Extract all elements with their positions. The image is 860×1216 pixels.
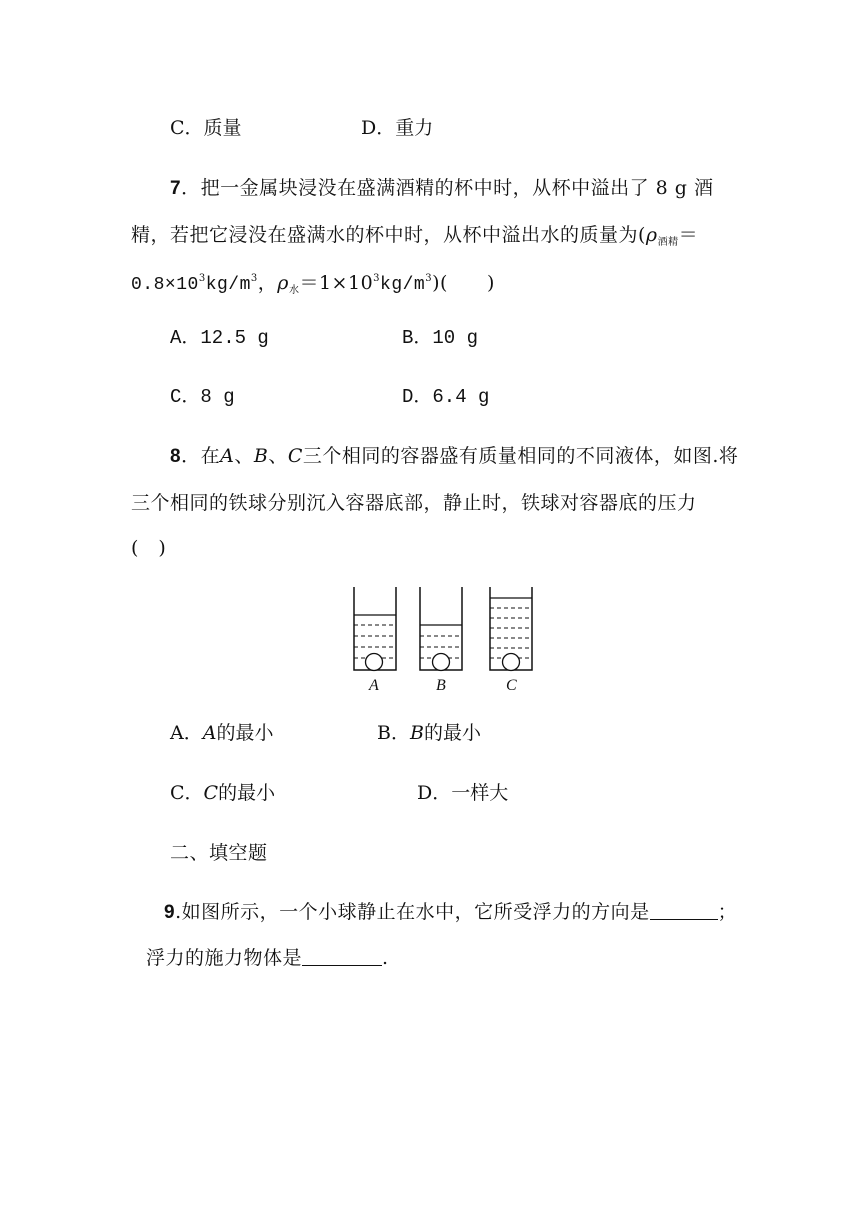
answer-blank[interactable] — [302, 947, 382, 966]
unit: kg/m — [205, 275, 251, 295]
equals: ＝ — [678, 224, 699, 246]
q7-line-3 — [131, 267, 495, 303]
comma: ， — [257, 272, 278, 294]
question-number: 8 — [170, 446, 182, 467]
rho-symbol: ρ — [645, 224, 658, 246]
q9-text-2: 浮力的施力物体是 — [146, 947, 303, 969]
q6-option-d: D．重力 — [361, 117, 434, 139]
container-a — [354, 587, 396, 671]
q7-option-a: A．12.5 g — [170, 327, 269, 349]
rho-symbol: ρ — [277, 272, 289, 294]
q8-line-2: 三个相同的铁球分别沉入容器底部，静止时，铁球对容器底的压力 — [131, 492, 697, 514]
subscript-water: 水 — [288, 285, 300, 296]
separator: 、 — [234, 445, 254, 467]
option-prefix: A． — [170, 722, 203, 744]
option-var: C — [203, 782, 219, 804]
q8-option-d: D．一样大 — [417, 782, 509, 804]
q8-text-pre: ．在 — [181, 445, 221, 467]
density-value-1: 0.8×10 — [131, 275, 199, 295]
figure-label-c: C — [506, 677, 517, 694]
question-number: 7 — [170, 178, 182, 199]
container-b — [420, 587, 462, 671]
q7-option-d: D．6.4 g — [402, 386, 490, 408]
answer-blank[interactable] — [650, 901, 718, 920]
q8-line-1 — [170, 444, 738, 469]
q8-text-post: 三个相同的容器盛有质量相同的不同液体，如图.将 — [302, 445, 739, 467]
q7-text-1: ．把一金属块浸没在盛满酒精的杯中时，从杯中溢出了 8 g 酒 — [181, 177, 714, 199]
label-a: A — [220, 445, 235, 467]
option-text: 的最小 — [216, 722, 274, 744]
q8-option-a — [170, 721, 273, 745]
section-title: 二、填空题 — [170, 842, 268, 864]
containers-figure — [340, 582, 550, 697]
q9-end-1: ； — [717, 901, 738, 923]
q6-option-c: C．质量 — [170, 117, 242, 139]
unit: kg/m — [380, 275, 426, 295]
q9-text-1: .如图所示，一个小球静止在水中，它所受浮力的方向是 — [175, 901, 650, 923]
q7-text-2: 精，若把它浸没在盛满水的杯中时，从杯中溢出水的质量为( — [131, 224, 646, 246]
option-var: B — [409, 722, 424, 744]
q7-line-1 — [170, 176, 713, 201]
q8-option-b — [377, 721, 481, 745]
option-prefix: B． — [377, 722, 410, 744]
q8-line-3: ( ) — [131, 537, 167, 559]
exponent: 3 — [425, 273, 433, 284]
q9-line-2 — [146, 946, 389, 970]
option-prefix: C． — [170, 782, 204, 804]
q7-option-b: B．10 g — [402, 327, 479, 349]
density-value-2: ＝1×10 — [299, 272, 374, 294]
exponent: 3 — [373, 273, 381, 284]
label-c: C — [287, 445, 303, 467]
label-b: B — [253, 445, 269, 467]
figure-label-b: B — [436, 677, 446, 694]
separator: 、 — [268, 445, 288, 467]
q9-line-1 — [164, 900, 737, 925]
q7-option-c: C．8 g — [170, 386, 235, 408]
q7-line-2 — [131, 223, 698, 255]
question-number: 9 — [164, 902, 176, 923]
q8-option-c — [170, 781, 275, 805]
answer-bracket: )( ) — [432, 272, 495, 294]
option-var: A — [202, 722, 217, 744]
exponent: 3 — [198, 273, 206, 284]
option-text: 的最小 — [218, 782, 276, 804]
figure-label-a: A — [369, 677, 379, 694]
q9-end-2: . — [382, 947, 389, 969]
option-text: 的最小 — [423, 722, 481, 744]
container-c — [490, 587, 532, 671]
subscript-alcohol: 酒精 — [657, 237, 679, 248]
exponent: 3 — [250, 273, 258, 284]
